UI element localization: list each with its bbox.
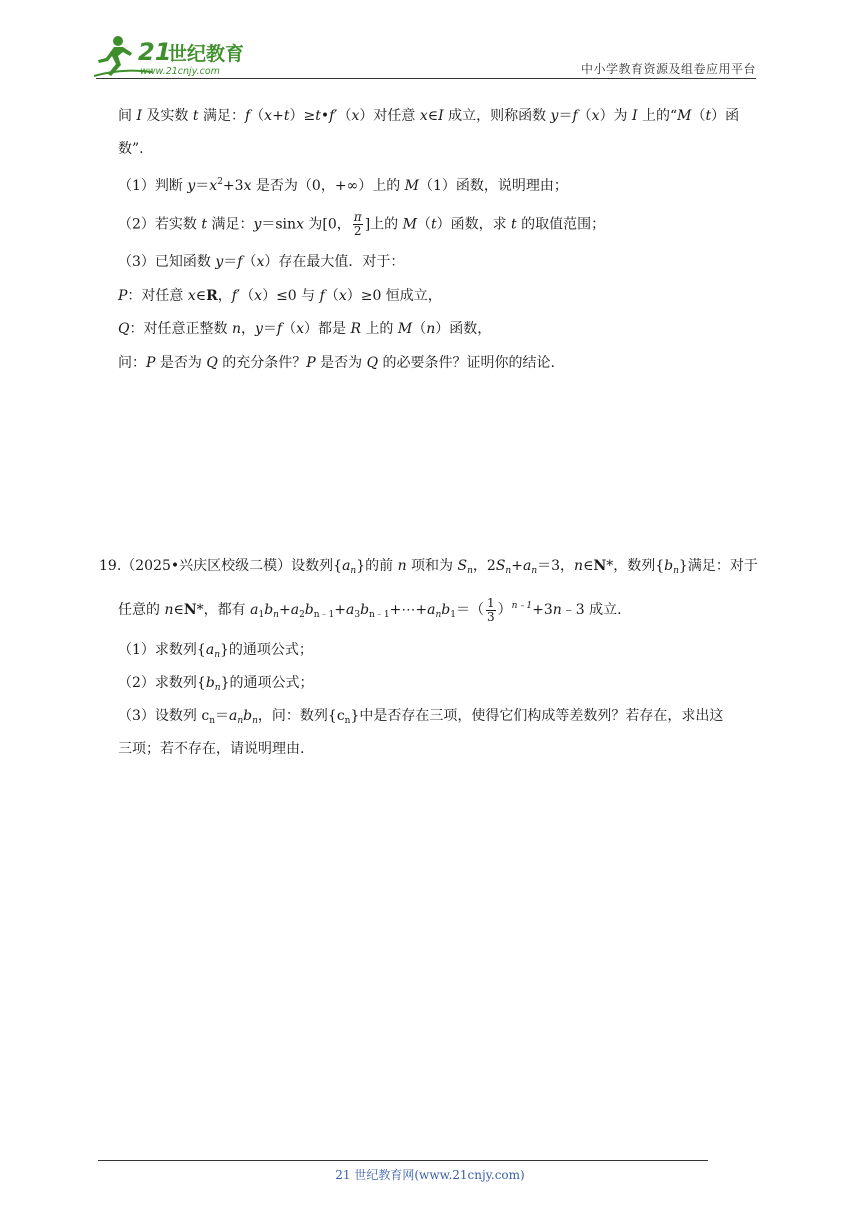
page-header [0, 0, 860, 82]
svg-text:世纪教育: 世纪教育 [168, 43, 245, 65]
svg-text:21: 21 [138, 38, 172, 66]
platform-name: 中小学教育资源及组卷应用平台 [580, 62, 756, 76]
q18-part-2: （2）若实数 t 满足：y＝sinx 为[0， $\frac{\pi}{2}$ ]上的 M（t）函数，求 t 的取值范围； [118, 210, 606, 238]
q19-part-2: （2）求数列$\{b_n\}$的通项公式； [118, 675, 314, 693]
q19-part-1: （1）求数列$\{a_n\}$的通项公式； [118, 642, 313, 660]
q18-question: 问：P 是否为 Q 的充分条件？P 是否为 Q 的必要条件？证明你的结论. [118, 355, 555, 371]
site-logo[interactable] [92, 32, 262, 80]
q18-condition-q: Q：对任意正整数 n，y＝f（x）都是 R 上的 M（n）函数， [118, 321, 492, 337]
q19-part-3: （3）设数列 $c_n=a_nb_n$，问：数列$\{c_n\}$中是否存在三项，使得它们构成等差数列？若存在，求出这 [118, 708, 724, 726]
q18-intro-line-2: 数”. [118, 141, 144, 157]
q18-condition-p: P：对任意 x∈R，f′（x）≤0 与 f（x）≥0 恒成立， [118, 288, 442, 304]
footer-link[interactable]: 21 世纪教育网(www.21cnjy.com) [335, 1168, 525, 1182]
fraction-one-third: $\frac{1}{3}$ [486, 595, 495, 624]
q18-part-3: （3）已知函数 y＝f（x）存在最大值．对于： [118, 254, 405, 270]
q19-stem-line-1: 19.（2025•兴庆区校级二模）设数列$\{a_n\}$的前 n 项和为 $S_n$，$2S_n+a_n=3$，n∈N*，数列$\{b_n\}$满足：对于 [99, 558, 758, 576]
svg-text:www.21cnjy.com: www.21cnjy.com [140, 66, 220, 77]
header-divider [96, 78, 756, 79]
runner-logo-icon [92, 32, 262, 80]
q19-stem-line-2: 任意的 n∈N*，都有 $a_1b_n+a_2b_{n﹣1}+a_3b_{n﹣1}+\cdots+a_nb_1=$（ $\frac{1}{3}$ ）$^{n﹣1}$+3n﹣3 成立. [118, 595, 622, 624]
footer-divider [98, 1160, 708, 1161]
fraction-pi-over-2: $\frac{\pi}{2}$ [353, 210, 362, 238]
q18-part-1: （1）判断 $y=x^2+3x$ 是否为（0，+∞）上的 M（1）函数，说明理由； [118, 177, 568, 194]
q19-part-3-cont: 三项；若不存在，请说明理由. [118, 741, 305, 757]
q18-intro-line-1: 间 I 及实数 t 满足：f（x+t）≥t•f′（x）对任意 x∈I 成立，则称函数 y＝f（x）为 I 上的“M（t）函 [118, 108, 740, 124]
